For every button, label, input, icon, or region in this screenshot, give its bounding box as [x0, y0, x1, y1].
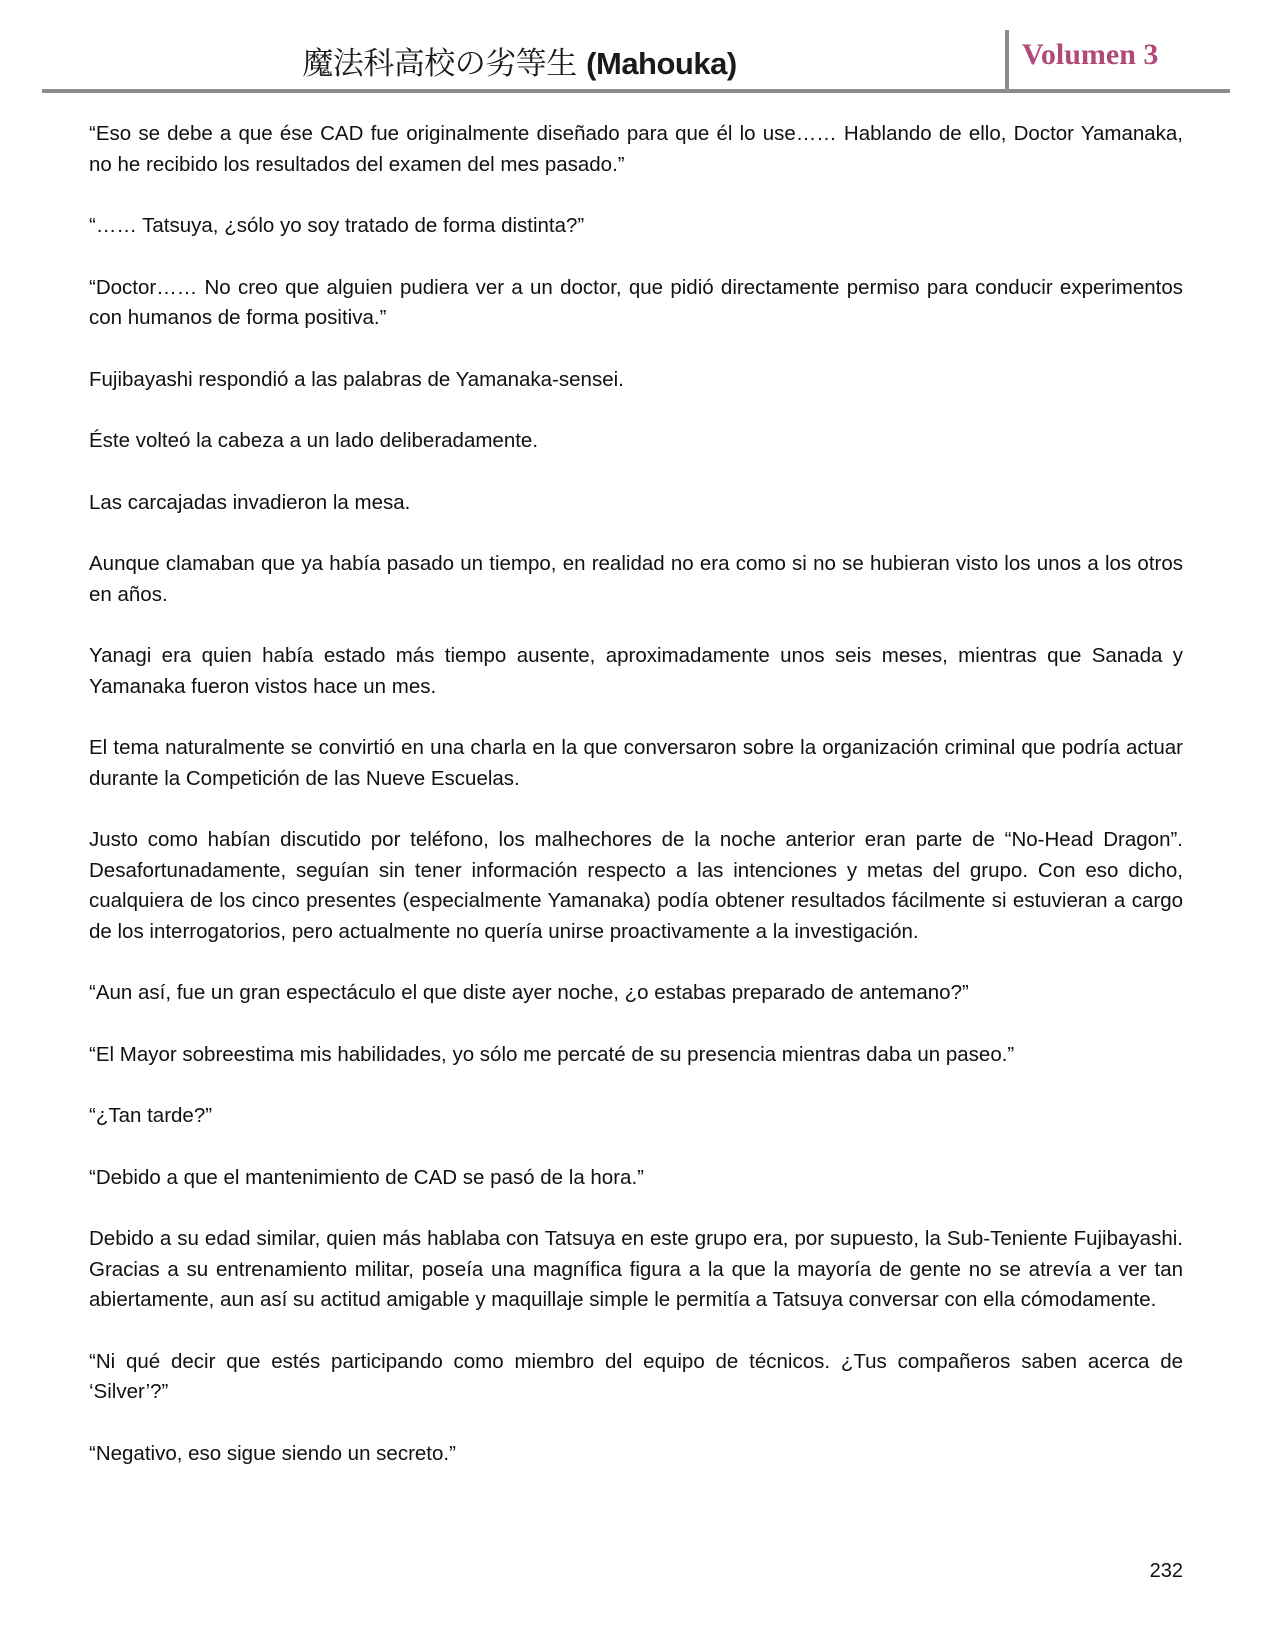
paragraph: Justo como habían discutido por teléfono, los malhechores de la noche anterior eran parte de “No-Head Dragon”. Desafortunadamente, seguían sin tener información respecto a las intenciones y metas del grupo. Con eso dicho, cualquiera de los cinco presentes (especialmente Yamanaka) podía obtener resultados fácilmente si estuvieran a cargo de los interrogatorios, pero actualmente no quería unirse proactivamente a la investigación.	[89, 828, 1183, 943]
page-number: 232	[1149, 1560, 1183, 1582]
paragraph: Debido a su edad similar, quien más hablaba con Tatsuya en este grupo era, por supuesto, la Sub-Teniente Fujibayashi. Gracias a su entrenamiento militar, poseía una magnífica figura a la que la mayoría de gente no se atrevía a ver tan abiertamente, aun así su actitud amigable y maquillaje simple le permitía a Tatsuya conversar con ella cómodamente.	[89, 1227, 1183, 1311]
paragraph: Yanagi era quien había estado más tiempo ausente, aproximadamente unos seis meses, mientras que Sanada y Yamanaka fueron vistos hace un mes.	[89, 644, 1183, 698]
paragraph: “El Mayor sobreestima mis habilidades, yo sólo me percaté de su presencia mientras daba un paseo.”	[89, 1042, 1015, 1066]
paragraph: El tema naturalmente se convirtió en una charla en la que conversaron sobre la organización criminal que podría actuar durante la Competición de las Nueve Escuelas.	[89, 736, 1183, 790]
paragraph: “Eso se debe a que ése CAD fue originalmente diseñado para que él lo use…… Hablando de ello, Doctor Yamanaka, no he recibido los resultados del examen del mes pasado.”	[89, 122, 1183, 176]
book-title-latin: (Mahouka)	[586, 46, 737, 81]
paragraph: “¿Tan tarde?”	[89, 1104, 213, 1127]
page-body	[89, 119, 1183, 1500]
paragraph: “Debido a que el mantenimiento de CAD se pasó de la hora.”	[89, 1165, 644, 1189]
paragraph: “Aun así, fue un gran espectáculo el que diste ayer noche, ¿o estabas preparado de antemano?”	[89, 981, 969, 1004]
volume-label: Volumen 3	[1022, 38, 1159, 71]
header-rule	[42, 89, 1230, 93]
paragraph: “Doctor…… No creo que alguien pudiera ver a un doctor, que pidió directamente permiso para conducir experimentos con humanos de forma positiva.”	[89, 275, 1183, 329]
book-title	[42, 38, 997, 83]
paragraph: Éste volteó la cabeza a un lado deliberadamente.	[89, 429, 539, 452]
paragraph: “…… Tatsuya, ¿sólo yo soy tratado de forma distinta?”	[89, 214, 585, 237]
book-title-japanese: 魔法科高校の劣等生	[302, 46, 577, 82]
paragraph: “Ni qué decir que estés participando como miembro del equipo de técnicos. ¿Tus compañeros saben acerca de ‘Silver’?”	[89, 1349, 1183, 1403]
page-header	[42, 28, 1230, 92]
header-vertical-divider	[1005, 30, 1009, 92]
paragraph: Fujibayashi respondió a las palabras de Yamanaka-sensei.	[89, 367, 624, 391]
paragraph: Aunque clamaban que ya había pasado un tiempo, en realidad no era como si no se hubieran visto los unos a los otros en años.	[89, 552, 1183, 606]
paragraph: Las carcajadas invadieron la mesa.	[89, 490, 411, 514]
paragraph: “Negativo, eso sigue siendo un secreto.”	[89, 1441, 456, 1465]
